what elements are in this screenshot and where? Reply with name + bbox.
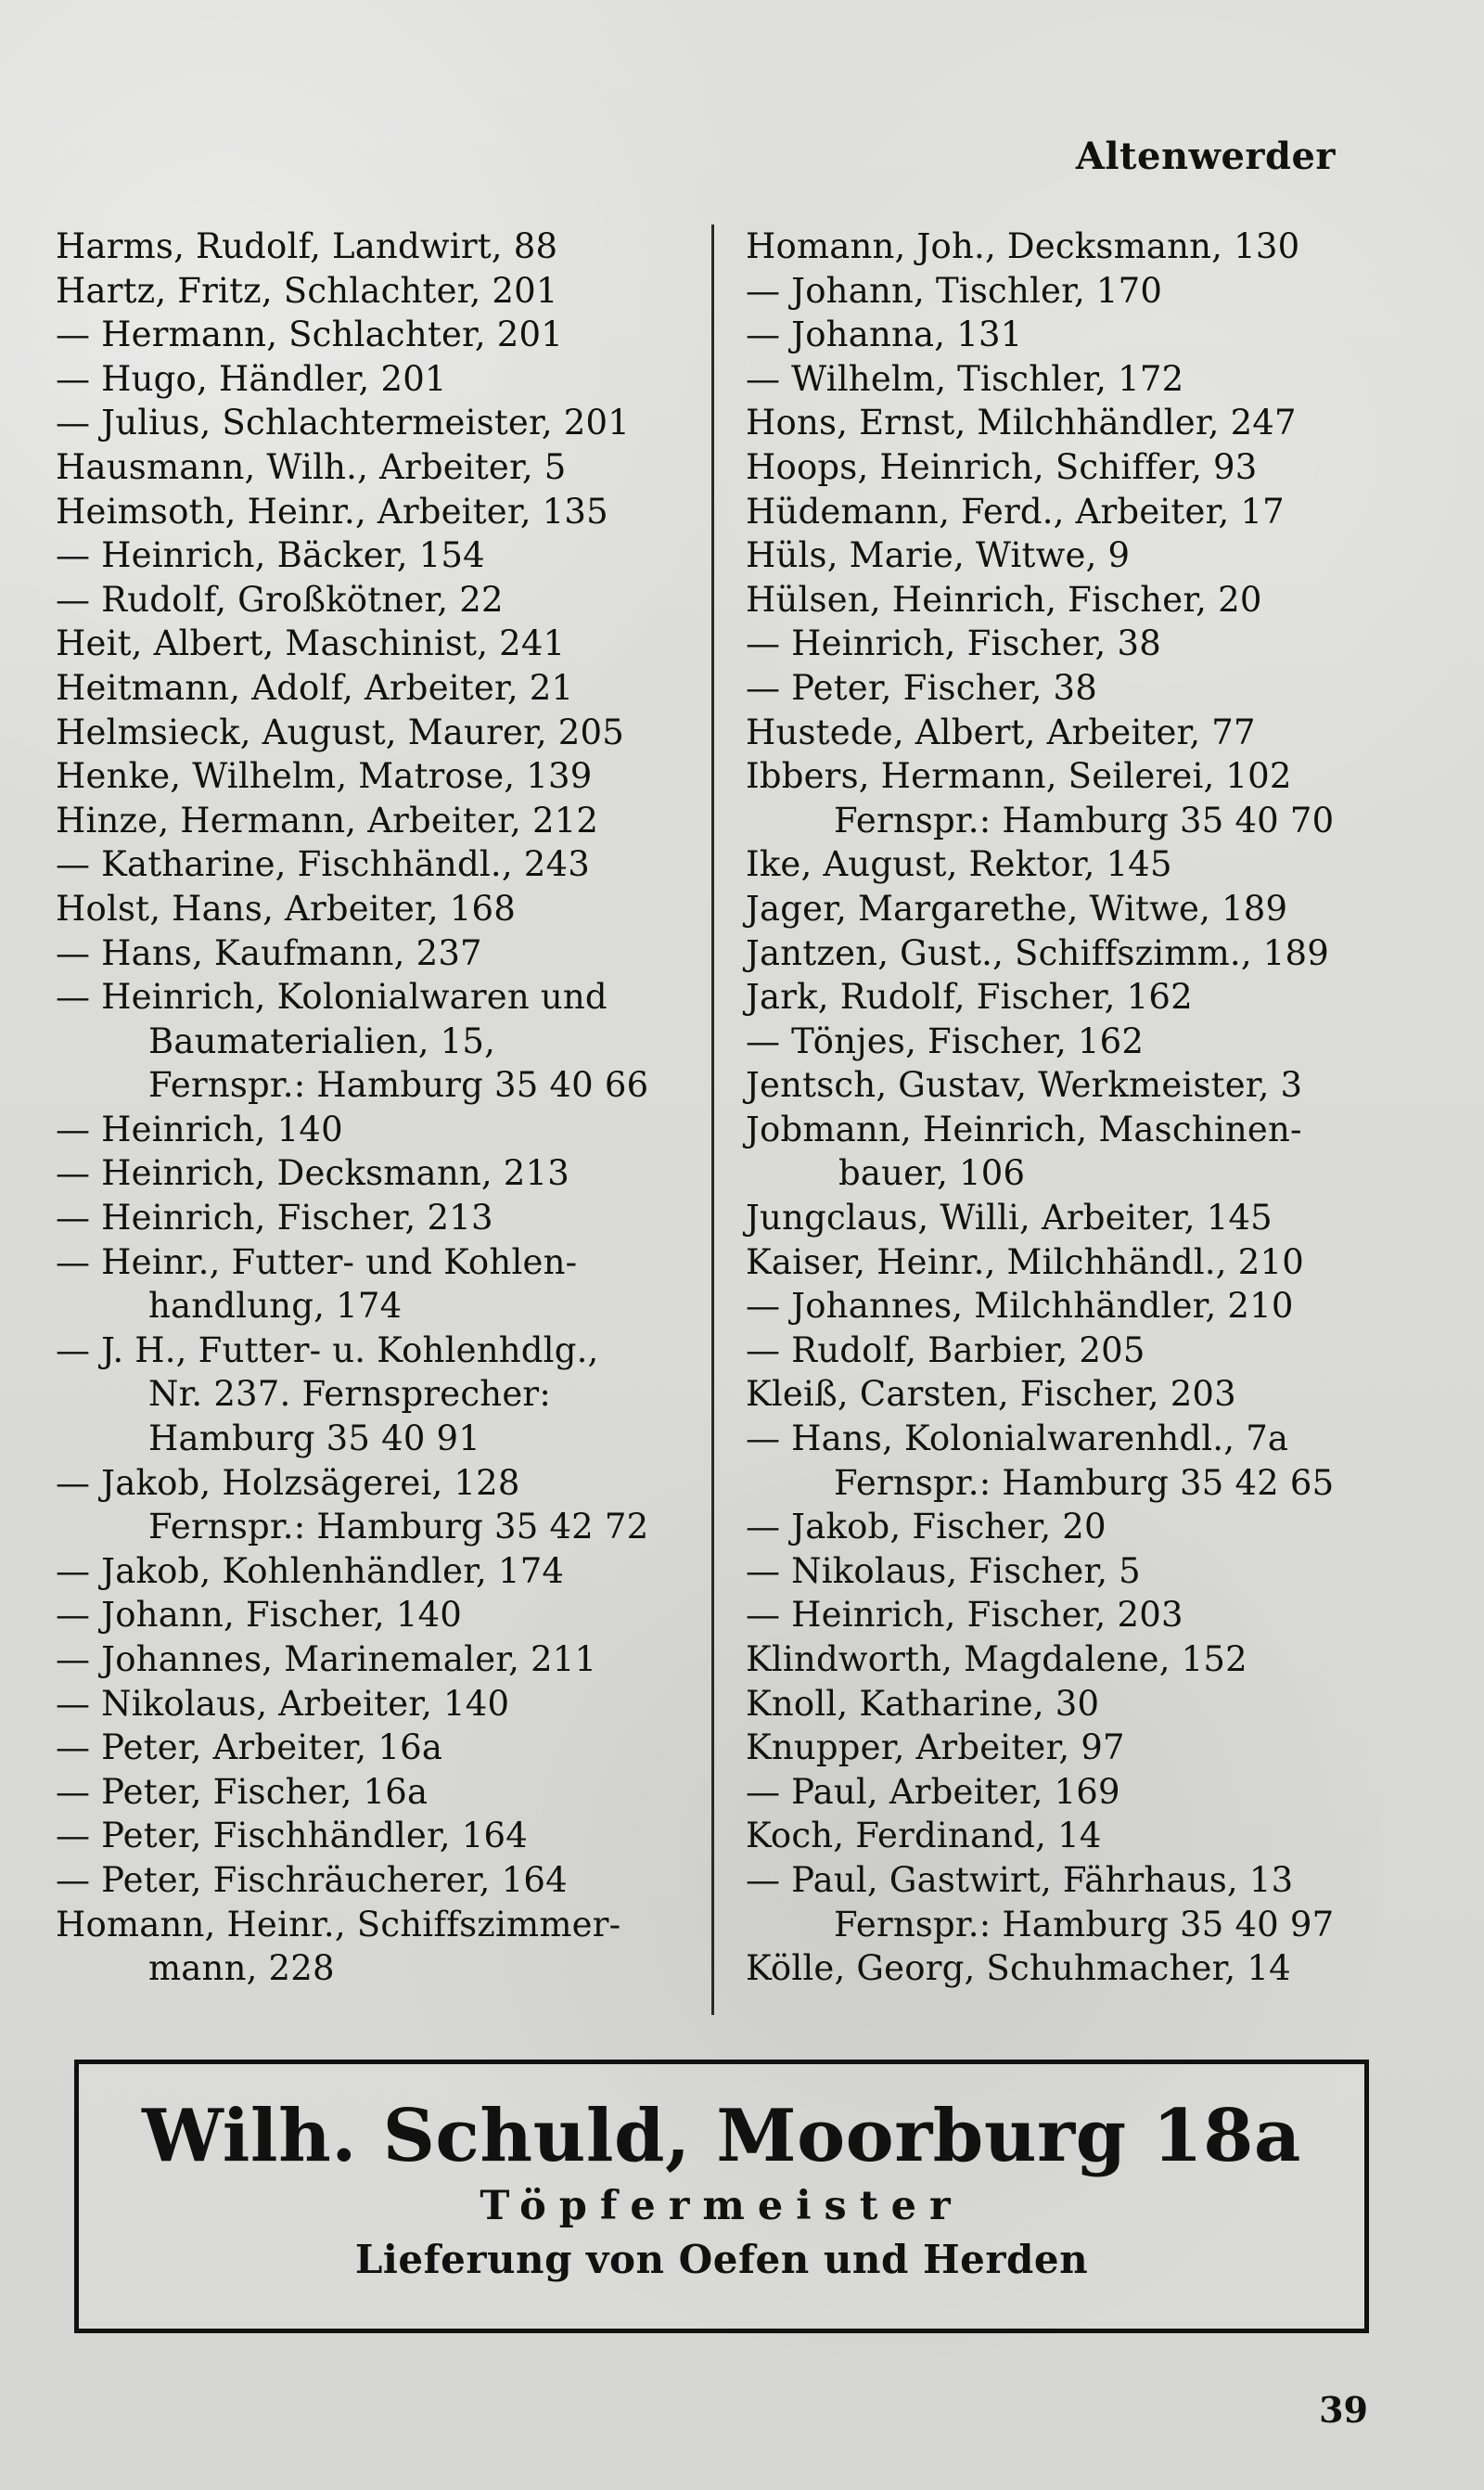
directory-entry: Kleiß, Carsten, Fischer, 203 xyxy=(746,1374,1236,1415)
advertisement-line: Lieferung von Oefen und Herden xyxy=(354,2237,1089,2282)
directory-entry: Hustede, Albert, Arbeiter, 77 xyxy=(746,712,1256,752)
directory-entry: — Paul, Arbeiter, 169 xyxy=(746,1771,1120,1812)
directory-entry: — Heinrich, Fischer, 213 xyxy=(56,1198,493,1239)
directory-entry: — Heinr., Futter- und Kohlen- xyxy=(56,1241,578,1282)
directory-entry: Holst, Hans, Arbeiter, 168 xyxy=(56,888,516,929)
directory-entry: — Heinrich, Bäcker, 154 xyxy=(56,535,485,576)
directory-entry: Hüls, Marie, Witwe, 9 xyxy=(746,535,1131,576)
directory-entry: Jobmann, Heinrich, Maschinen- xyxy=(746,1109,1302,1149)
directory-entry-continuation: Nr. 237. Fernsprecher: xyxy=(148,1374,551,1415)
right-column xyxy=(714,225,1373,2015)
directory-entry: Knupper, Arbeiter, 97 xyxy=(746,1727,1125,1768)
directory-entry-continuation: Hamburg 35 40 91 xyxy=(148,1418,481,1459)
directory-entry-continuation: Baumaterialien, 15, xyxy=(148,1020,496,1061)
directory-entry: — Nikolaus, Fischer, 5 xyxy=(746,1550,1141,1591)
page-number: 39 xyxy=(1319,2389,1368,2431)
directory-entry: Harms, Rudolf, Landwirt, 88 xyxy=(56,226,558,266)
directory-entry: Klindworth, Magdalene, 152 xyxy=(746,1639,1247,1679)
running-head: Altenwerder xyxy=(1075,135,1336,178)
directory-entry: Hoops, Heinrich, Schiffer, 93 xyxy=(746,446,1258,487)
directory-entry: Jentsch, Gustav, Werkmeister, 3 xyxy=(746,1065,1303,1106)
directory-entry: — Hugo, Händler, 201 xyxy=(56,358,447,399)
directory-entry: — Johann, Tischler, 170 xyxy=(746,270,1163,311)
directory-entry: Hüdemann, Ferd., Arbeiter, 17 xyxy=(746,491,1285,532)
directory-entry: Hausmann, Wilh., Arbeiter, 5 xyxy=(56,446,567,487)
directory-entry: Hons, Ernst, Milchhändler, 247 xyxy=(746,403,1297,443)
advertisement-title: Wilh. Schuld, Moorburg 18a xyxy=(142,2094,1301,2178)
directory-entry: — Peter, Fischer, 38 xyxy=(746,667,1097,708)
directory-entry: — Heinrich, Kolonialwaren und xyxy=(56,977,608,1018)
directory-entry: — J. H., Futter- u. Kohlenhdlg., xyxy=(56,1329,599,1370)
directory-columns xyxy=(56,225,1373,2015)
directory-entry: — Heinrich, Fischer, 38 xyxy=(746,623,1161,664)
directory-entry: — Hermann, Schlachter, 201 xyxy=(56,314,564,355)
directory-entry: — Johannes, Milchhändler, 210 xyxy=(746,1286,1294,1327)
directory-entry: — Hans, Kaufmann, 237 xyxy=(56,932,482,973)
directory-entry: — Nikolaus, Arbeiter, 140 xyxy=(56,1683,510,1724)
advertisement-box xyxy=(74,2060,1369,2333)
directory-entry: Knoll, Katharine, 30 xyxy=(746,1683,1100,1724)
telephone-line: Fernspr.: Hamburg 35 40 97 xyxy=(834,1904,1335,1945)
telephone-line: Fernspr.: Hamburg 35 42 72 xyxy=(148,1507,649,1547)
directory-entry: — Peter, Arbeiter, 16a xyxy=(56,1727,443,1768)
directory-entry: — Peter, Fischer, 16a xyxy=(56,1771,429,1812)
telephone-line: Fernspr.: Hamburg 35 42 65 xyxy=(834,1462,1335,1503)
directory-entry: — Heinrich, 140 xyxy=(56,1109,343,1149)
directory-entry: — Peter, Fischhändler, 164 xyxy=(56,1816,528,1856)
directory-entry: — Julius, Schlachtermeister, 201 xyxy=(56,403,630,443)
directory-entry: Heimsoth, Heinr., Arbeiter, 135 xyxy=(56,491,608,532)
directory-entry: — Heinrich, Fischer, 203 xyxy=(746,1595,1183,1636)
directory-entry: — Wilhelm, Tischler, 172 xyxy=(746,358,1184,399)
directory-entry: — Tönjes, Fischer, 162 xyxy=(746,1020,1145,1061)
left-column xyxy=(56,225,714,2015)
directory-entry: — Rudolf, Barbier, 205 xyxy=(746,1329,1145,1370)
directory-entry: Hartz, Fritz, Schlachter, 201 xyxy=(56,270,558,311)
directory-entry: — Johann, Fischer, 140 xyxy=(56,1595,463,1636)
advertisement-subtitle: Töpfermeister xyxy=(480,2183,964,2229)
directory-entry: Jark, Rudolf, Fischer, 162 xyxy=(746,977,1193,1018)
directory-entry: Homann, Heinr., Schiffszimmer- xyxy=(56,1904,621,1945)
directory-entry: — Jakob, Kohlenhändler, 174 xyxy=(56,1550,565,1591)
directory-entry: Jantzen, Gust., Schiffszimm., 189 xyxy=(746,932,1329,973)
directory-entry: Homann, Joh., Decksmann, 130 xyxy=(746,226,1300,266)
directory-entry: — Katharine, Fischhändl., 243 xyxy=(56,844,590,885)
directory-entry: Kaiser, Heinr., Milchhändl., 210 xyxy=(746,1241,1304,1282)
directory-entry-continuation: bauer, 106 xyxy=(838,1153,1026,1194)
directory-entry: Kölle, Georg, Schuhmacher, 14 xyxy=(746,1948,1291,1989)
directory-entry: — Hans, Kolonialwarenhdl., 7a xyxy=(746,1418,1289,1459)
directory-entry: Henke, Wilhelm, Matrose, 139 xyxy=(56,756,593,797)
directory-entry: — Johanna, 131 xyxy=(746,314,1023,355)
directory-entry: — Jakob, Fischer, 20 xyxy=(746,1507,1107,1547)
directory-entry: Ike, August, Rektor, 145 xyxy=(746,844,1172,885)
directory-entry: Heitmann, Adolf, Arbeiter, 21 xyxy=(56,667,574,708)
directory-entry: — Peter, Fischräucherer, 164 xyxy=(56,1859,568,1900)
directory-entry: Heit, Albert, Maschinist, 241 xyxy=(56,623,566,664)
directory-entry: — Jakob, Holzsägerei, 128 xyxy=(56,1462,520,1503)
directory-entry: — Rudolf, Großkötner, 22 xyxy=(56,579,504,620)
directory-entry: — Heinrich, Decksmann, 213 xyxy=(56,1153,570,1194)
telephone-line: Fernspr.: Hamburg 35 40 70 xyxy=(834,800,1335,841)
directory-entry-continuation: mann, 228 xyxy=(148,1948,335,1989)
telephone-line: Fernspr.: Hamburg 35 40 66 xyxy=(148,1065,649,1106)
directory-entry: Jungclaus, Willi, Arbeiter, 145 xyxy=(746,1198,1273,1239)
directory-entry: Hinze, Hermann, Arbeiter, 212 xyxy=(56,800,599,841)
directory-entry: — Johannes, Marinemaler, 211 xyxy=(56,1639,597,1679)
directory-entry: — Paul, Gastwirt, Fährhaus, 13 xyxy=(746,1859,1294,1900)
directory-entry: Koch, Ferdinand, 14 xyxy=(746,1816,1102,1856)
directory-entry-continuation: handlung, 174 xyxy=(148,1286,403,1327)
directory-entry: Hülsen, Heinrich, Fischer, 20 xyxy=(746,579,1262,620)
directory-entry: Jager, Margarethe, Witwe, 189 xyxy=(746,888,1288,929)
directory-entry: Helmsieck, August, Maurer, 205 xyxy=(56,712,625,752)
directory-entry: Ibbers, Hermann, Seilerei, 102 xyxy=(746,756,1292,797)
